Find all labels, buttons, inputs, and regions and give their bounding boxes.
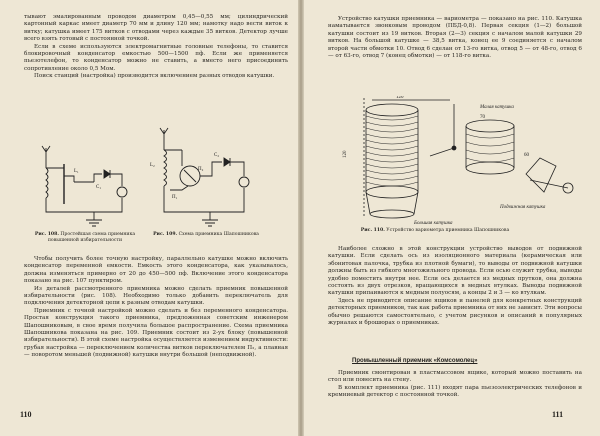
right-text-block-1 xyxy=(328,16,582,60)
right-text-block-2 xyxy=(328,246,582,327)
figure-109-schematic xyxy=(150,126,260,230)
left-page xyxy=(0,0,298,436)
paragraph: В комплект приемника (рис. 111) входят пара пьезоэлектрических телефонов и кремниевый детектор с постоянной точкой. xyxy=(328,384,582,399)
paragraph: Здесь не приводится описание ящиков и панелей для конкретных конструкций детекторных приемников, так как работа приемника от них не зависит. Эти вопросы обычно решаются самостоятельно, с учетом рисунков и описаний в популярных журналах и брошюрах о приемниках. xyxy=(328,297,582,327)
label-l1: L₁ xyxy=(74,169,79,174)
paragraph: Если в схеме используются электромагнитные головные телефоны, то ставится блокировочный конденсатор емкостью 500—1500 пф. Если же применяется пьезотелефон, то конденсатор можно не ставить, а вместо него присоединить сопротивление около 0,5 Мом. xyxy=(24,43,288,72)
left-text-block-1 xyxy=(24,14,288,81)
paragraph: Из деталей рассмотренного приемника можно сделать приемник повышенной избирательности (рис. 108). Необходимо только добавить переключатель для подключения детекторной цепи к разным отводам катушки. xyxy=(24,285,288,307)
caption-text: Схема приемника Шапошникова xyxy=(178,232,259,237)
figure-109-caption xyxy=(148,232,264,238)
paragraph: Чтобы получить более точную настройку, параллельно катушке можно включить конденсатор переменной емкости. Емкость этого конденсатора, как указывалось, должна изменяться примерно от 20 до 450—500 пф. Включение этого конденсатора показано на рис. 107 пунктиром. xyxy=(24,256,288,285)
section-heading: Промышленный приемник «Комсомолец» xyxy=(352,358,478,364)
right-page xyxy=(304,0,600,436)
dim-move: 60 xyxy=(524,153,529,158)
left-text-block-2 xyxy=(24,256,288,360)
paragraph: Устройство катушки приемника — вариометра — показано на рис. 110. Катушка наматывается звонковым проводом (ПБД-0,8). Первая секция (1—2) большой катушки состоит из 19 витков. Вторая (2—3) секция с началом малой катушки 29 витков. На большой катушке — 38,5 витка, конец ее 9 соединяется с началом второй части обмотки 10. Отвод 6 сделан от 13-го витка, отвод 5 — от 48-го, отвод 6 — от 63-го, отвод 7 (конец обмотки) — от 118-го витка. xyxy=(328,16,582,60)
paragraph: тывают эмалированным проводом диаметром 0,45—0,55 мм; цилиндрический картонный каркас имеет диаметр 70 мм и длину 120 мм; намотку надо вести виток к витку; катушка имеет 175 витков с отводами через каждые 35 витков. Детектор лучше всего взять готовый с постоянной точкой. xyxy=(24,14,288,43)
label-l2: L₂ xyxy=(150,163,155,168)
figure-108-caption xyxy=(30,232,140,243)
label-small-coil: Малая катушка xyxy=(480,105,514,110)
dim-top: 120 xyxy=(396,96,404,100)
caption-number: Рис. 108. xyxy=(34,232,59,237)
paragraph: Поиск станций (настройка) производится включением разных отводов катушки. xyxy=(34,73,275,80)
label-p1: П₁ xyxy=(172,195,178,200)
figure-110-caption xyxy=(340,228,530,234)
caption-number: Рис. 109. xyxy=(153,232,178,237)
right-text-block-3 xyxy=(328,370,582,400)
figure-108-schematic xyxy=(34,142,138,230)
paragraph: Наиболее сложно в этой конструкции устройство выводов от подвижной катушки. Если сделать ось из изоляционного материала (керамическая или эбонитовая палочка, трубка из плотной бумаги), то выводы от подвижной катушки должны быть из гибкого многожильного провода. Если осью служит трубка, выводы удобно поместить внутри нее. Если ось делается из медных прутков, она должна состоять из двух отрезков, вращающихся в медных втулках. Выводы подвижной катушки припаиваются к медным полуосям, а концы 2 и 3 — ко втулкам. xyxy=(328,246,582,297)
dim-small: 70 xyxy=(480,115,485,120)
label-c1: C₁ xyxy=(96,185,102,190)
figure-110-variometer xyxy=(330,96,580,226)
caption-text: Простейшая схема приемника повышенной избирательности xyxy=(47,232,136,243)
caption-text: Устройство вариометра приемника Шапошникова xyxy=(386,228,510,233)
label-p2: П₂ xyxy=(198,167,204,172)
label-movable-coil: Подвижная катушка xyxy=(500,205,546,210)
page-number: 111 xyxy=(552,410,564,419)
label-big-coil: Большая катушка xyxy=(414,221,453,226)
caption-number: Рис. 110. xyxy=(360,228,385,233)
page-number: 110 xyxy=(20,410,32,419)
label-c2: C₂ xyxy=(214,153,220,158)
paragraph: Приемник смонтирован в пластмассовом ящике, который можно поставить на стол или повесить на стену. xyxy=(328,370,582,384)
paragraph: Приемник с точной настройкой можно сделать и без переменного конденсатора. Простая конструкция такого приемника, предложенная советским инженером Шапошниковым, в свое время получила большое распространение. Схема приемника Шапошникова показана на рис. 109. Приемник состоит из 2-ух блоку (повышенной избирательности). В этой схеме настройка осуществляется изменением индуктивности: грубая настройка — переключением количества витков переключателем П₂, а плавная — поворотом меньшей (подвижной) катушки внутри большой (неподвижной). xyxy=(24,307,288,359)
dim-height: 120 xyxy=(343,150,348,158)
